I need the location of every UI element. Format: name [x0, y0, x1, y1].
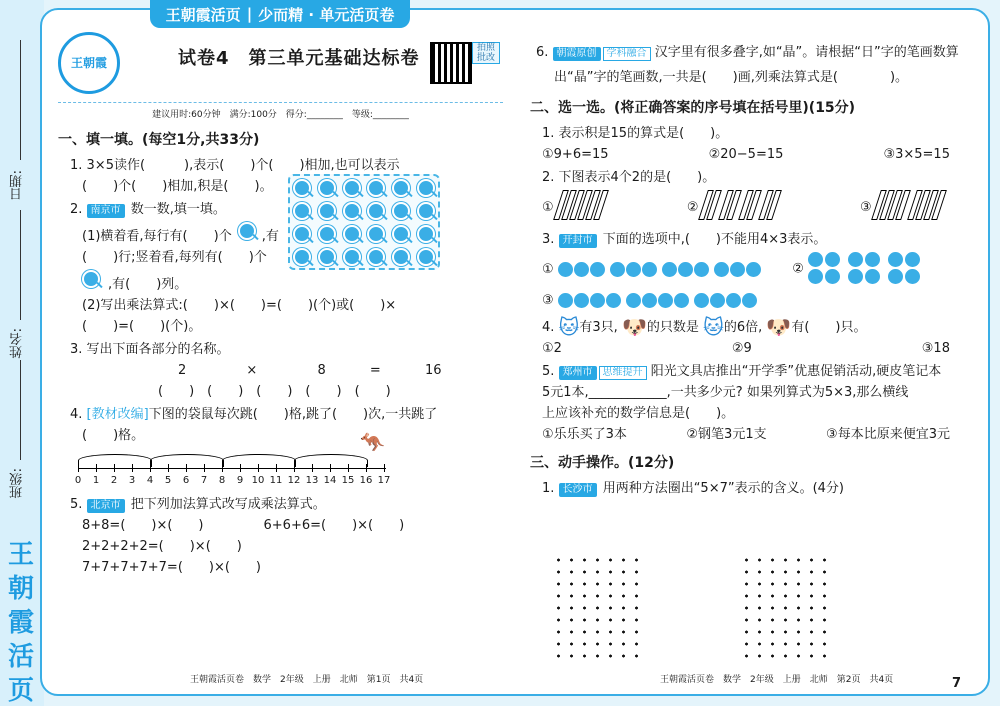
number-line-axis — [78, 468, 386, 469]
page-number: 7 — [952, 676, 962, 691]
c5-text1: 阳光文具店推出“开学季”优惠促销活动,硬皮笔记本 — [650, 364, 942, 379]
c1-option-3[interactable]: ③3×5=15 — [883, 147, 950, 162]
c3-region-tag: 开封市 — [559, 234, 597, 248]
c1-option-1[interactable]: ①9+6=15 — [542, 147, 609, 162]
q2-row-text2: ,有 — [261, 229, 279, 244]
q6-text1: 汉字里有很多叠字,如“晶”。请根据“日”字的笔画数算 — [654, 45, 959, 60]
q5-item-b: 6+6+6=( )×( ) — [263, 518, 405, 533]
kangaroo-icon: 🦘 — [360, 430, 385, 454]
sticks-figure-3 — [876, 190, 944, 225]
c5-options — [542, 426, 970, 443]
page-title: 试卷4 第三单元基础达标卷 — [178, 48, 420, 69]
c5-region-tag: 郑州市 — [559, 366, 597, 380]
c3-option-3[interactable] — [542, 292, 758, 309]
right-page — [530, 38, 970, 501]
qr-code-icon[interactable] — [430, 42, 472, 84]
q6-prompt: 6. 朝霞原创 学科融合 汉字里有很多叠字,如“晶”。请根据“日”字的笔画数算 — [536, 45, 959, 60]
cat-icon: 🐱 — [558, 315, 580, 339]
number-line-label: 14 — [323, 475, 337, 486]
right-footer: 王朝霞活页卷 数学 2年级 上册 北师 第2页 共4页 — [660, 675, 894, 685]
c2-option-3[interactable] — [860, 190, 950, 225]
section-1-title: 一、填一填。(每空1分,共33分) — [58, 132, 260, 148]
left-page — [58, 32, 503, 580]
class-label: 班级: — [10, 468, 25, 499]
q2-line4: (2)写出乘法算式:( )×( )=( )(个)或( )× — [82, 298, 397, 313]
number-line-label: 7 — [200, 475, 208, 486]
c3-options-row2 — [542, 292, 970, 309]
c3-option-3-label: ③ — [542, 293, 554, 308]
lollipop-icon — [392, 179, 410, 197]
q2-line5: ( )=( )(个)。 — [82, 319, 202, 334]
number-line-label: 15 — [341, 475, 355, 486]
jump-arc — [150, 454, 224, 467]
q2-col-text2: ,有( )列。 — [108, 277, 188, 292]
c5-option-2[interactable]: ②钢笔3元1支 — [686, 427, 767, 442]
c5-text2: 5元1本,____________,一共多少元? 如果列算式为5×3,那么横线 — [542, 385, 909, 400]
name-label: 姓名: — [10, 328, 25, 359]
q5-row3: 7+7+7+7+7=( )×( ) — [82, 560, 261, 575]
lollipop-icon — [82, 270, 100, 288]
q5-row2: 2+2+2+2=( )×( ) — [82, 539, 242, 554]
c4-prompt — [542, 315, 970, 339]
sticks-figure-1 — [558, 190, 606, 225]
q3-expression — [178, 362, 503, 379]
q5-region-tag: 北京市 — [87, 499, 125, 513]
sticks-figure-2 — [703, 190, 779, 225]
c1-option-2[interactable]: ②20−5=15 — [708, 147, 784, 162]
c3-option-2[interactable] — [792, 252, 922, 286]
lollipop-icon — [367, 202, 385, 220]
q1-line1: 1. 3×5读作( ),表示( )个( )相加,也可以表示 — [70, 158, 400, 173]
q3-equals: = — [369, 363, 381, 378]
q6-tag: 朝霞原创 — [553, 47, 601, 61]
dot-grid-1[interactable] — [552, 554, 648, 666]
q2-prompt: 2. 南京市 数一数,填一填。 — [70, 202, 226, 217]
number-line-label: 10 — [251, 475, 265, 486]
number-line-label: 9 — [236, 475, 244, 486]
c2-option-1-label: ① — [542, 200, 554, 215]
date-line — [20, 40, 21, 160]
c4-option-3[interactable]: ③18 — [921, 341, 950, 356]
lollipop-icon — [293, 225, 311, 243]
top-banner — [150, 0, 410, 28]
lollipop-icon — [343, 179, 361, 197]
number-line-label: 8 — [218, 475, 226, 486]
c3-option-1[interactable] — [542, 261, 762, 278]
number-line-label: 2 — [110, 475, 118, 486]
c5-prompt: 5. 郑州市 思维提升 阳光文具店推出“开学季”优惠促销活动,硬皮笔记本 — [542, 364, 942, 379]
number-line-label: 13 — [305, 475, 319, 486]
q3-prompt: 3. 写出下面各部分的名称。 — [70, 342, 230, 357]
number-line-label: 12 — [287, 475, 301, 486]
c2-option-2[interactable] — [687, 190, 785, 225]
section-2-title: 二、选一选。(将正确答案的序号填在括号里)(15分) — [530, 100, 856, 116]
exam-meta: 建议用时:60分钟 满分:100分 得分:________ 等级:________ — [58, 102, 503, 124]
banner-divider: | — [246, 5, 253, 23]
paper-header — [58, 32, 503, 92]
q3-product: 16 — [424, 363, 442, 378]
jump-arc — [78, 454, 152, 467]
lollipop-icon — [343, 248, 361, 266]
name-line — [20, 210, 21, 320]
number-line-label: 4 — [146, 475, 154, 486]
c4-options — [542, 340, 970, 357]
q4-tag: [教材改编] — [86, 407, 149, 422]
q4-text: 下图的袋鼠每次跳( )格,跳了( )次,一共跳了 — [148, 407, 438, 422]
lollipop-icon — [318, 179, 336, 197]
d1-prompt: 1. 长沙市 用两种方法圈出“5×7”表示的含义。(4分) — [542, 481, 845, 496]
binding-sidebar — [0, 0, 44, 706]
c3-option-2-label: ② — [792, 261, 804, 277]
q2-row-text: (1)横着看,每行有( )个 — [82, 229, 232, 244]
lollipop-icon — [417, 225, 435, 243]
c4-text2: 的只数是 — [646, 320, 699, 335]
q1-line2: ( )个( )相加,积是( )。 — [82, 179, 273, 194]
qr-label: 拍照批改 — [472, 42, 500, 64]
lollipop-icon — [343, 225, 361, 243]
c4-option-1[interactable]: ①2 — [542, 341, 562, 356]
c4-text3: 的6倍, — [723, 320, 763, 335]
c3-options-row1 — [542, 252, 970, 286]
q2-col-text: ( )行;竖着看,每列有( )个 — [82, 250, 267, 265]
lollipop-icon — [293, 202, 311, 220]
q3-factor1: 2 — [178, 363, 187, 378]
c2-prompt: 2. 下图表示4个2的是( )。 — [542, 170, 716, 185]
lollipop-icon — [293, 179, 311, 197]
q2-region-tag: 南京市 — [87, 204, 125, 218]
dog-icon: 🐶 — [766, 315, 792, 339]
lollipop-icon — [343, 202, 361, 220]
d1-text: 用两种方法圈出“5×7”表示的含义。(4分) — [602, 481, 845, 496]
number-line — [70, 430, 391, 490]
number-line-label: 0 — [74, 475, 82, 486]
lollipop-icon — [417, 248, 435, 266]
jump-arc — [222, 454, 296, 467]
class-line — [20, 360, 21, 460]
date-label: 日期: — [10, 170, 25, 201]
q4-prompt: 4. [教材改编]下图的袋鼠每次跳( )格,跳了( )次,一共跳了 — [70, 407, 438, 422]
number-line-label: 5 — [164, 475, 172, 486]
lollipop-icon — [318, 202, 336, 220]
c1-prompt: 1. 表示积是15的算式是( )。 — [542, 126, 729, 141]
lollipop-icon — [367, 179, 385, 197]
q5-text: 把下列加法算式改写成乘法算式。 — [130, 497, 326, 512]
left-footer: 王朝霞活页卷 数学 2年级 上册 北师 第1页 共4页 — [190, 675, 424, 685]
c5-tag2: 思维提升 — [599, 366, 647, 380]
lollipop-icon — [392, 202, 410, 220]
c3-text: 下面的选项中,( )不能用4×3表示。 — [602, 232, 827, 247]
c2-options — [542, 190, 970, 225]
number-line-label: 1 — [92, 475, 100, 486]
sidebar-brand: 王朝霞活页 — [7, 540, 34, 706]
q2-text: 数一数,填一填。 — [130, 202, 226, 217]
dog-icon: 🐶 — [621, 315, 647, 339]
c3-prompt: 3. 开封市 下面的选项中,( )不能用4×3表示。 — [542, 232, 827, 247]
lollipop-icon — [367, 248, 385, 266]
c4-text4: 有( )只。 — [791, 320, 867, 335]
lollipop-icon — [293, 248, 311, 266]
c5-option-1[interactable]: ①乐乐买了3本 — [542, 427, 627, 442]
number-line-label: 6 — [182, 475, 190, 486]
cat-icon: 🐱 — [703, 315, 724, 339]
dot-clusters — [808, 252, 922, 286]
banner-series: 少而精 · 单元活页卷 — [258, 5, 395, 24]
lollipop-icon — [417, 202, 435, 220]
q6-text2: 出“晶”字的笔画数,一共是( )画,列乘法算式是( )。 — [554, 70, 909, 85]
c4-number: 4. — [542, 320, 555, 335]
q5-item-a: 8+8=( )×( ) — [82, 518, 204, 533]
section-3-title: 三、动手操作。(12分) — [530, 455, 675, 471]
d1-region-tag: 长沙市 — [559, 483, 597, 497]
number-line-label: 17 — [377, 475, 391, 486]
lollipop-icon — [238, 222, 256, 240]
number-line-label: 11 — [269, 475, 283, 486]
q2-line3 — [82, 270, 503, 293]
c3-option-1-label: ① — [542, 261, 554, 277]
q5-prompt: 5. 北京市 把下列加法算式改写成乘法算式。 — [70, 497, 326, 512]
number-line-tick — [384, 464, 385, 472]
lollipop-icon — [367, 225, 385, 243]
lollipop-icon — [318, 225, 336, 243]
c2-option-2-label: ② — [686, 200, 699, 215]
banner-brand: 王朝霞活页 — [165, 5, 241, 24]
logo: 王朝霞 — [58, 32, 120, 94]
c4-option-2[interactable]: ②9 — [731, 341, 752, 356]
lollipop-icon — [392, 248, 410, 266]
lollipop-icon — [318, 248, 336, 266]
dot-grid-2[interactable] — [740, 554, 836, 666]
q5-row1 — [82, 517, 503, 534]
q4-line2: ( )格。 — [82, 428, 145, 443]
c5-option-3[interactable]: ③每本比原来便宜3元 — [826, 427, 950, 442]
q3-times: × — [246, 363, 258, 378]
number-line-label: 3 — [128, 475, 136, 486]
c1-options — [542, 146, 970, 163]
c4-text1: 有3只, — [579, 320, 618, 335]
lollipop-icon — [417, 179, 435, 197]
c2-option-1[interactable] — [542, 190, 612, 225]
q3-blanks: ( ) ( ) ( ) ( ) ( ) — [158, 384, 391, 399]
q3-factor2: 8 — [317, 363, 326, 378]
c2-option-3-label: ③ — [860, 200, 872, 215]
number-line-label: 16 — [359, 475, 373, 486]
jump-arc — [294, 454, 368, 467]
lollipop-icon — [392, 225, 410, 243]
q6-tag2: 学科融合 — [603, 47, 651, 61]
c5-text3: 上应该补充的数学信息是( )。 — [542, 406, 735, 421]
lollipop-grid — [288, 174, 440, 270]
